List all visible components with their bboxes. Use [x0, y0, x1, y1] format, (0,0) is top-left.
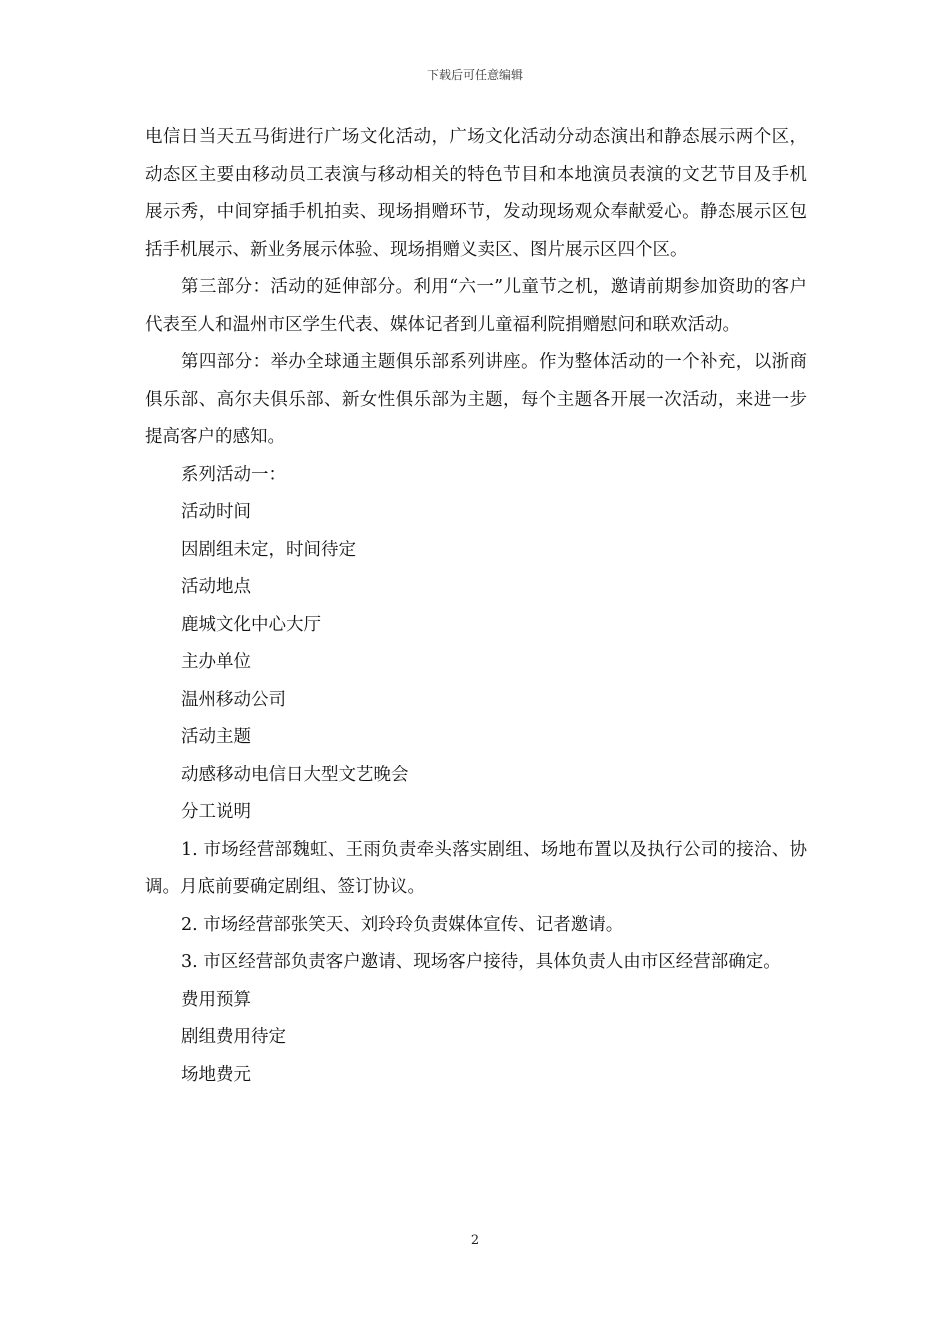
labor-item-3: 3. 市区经营部负责客户邀请、现场客户接待，具体负责人由市区经营部确定。 [181, 952, 781, 972]
paragraph-plaza-activity: 电信日当天五马街进行广场文化活动，广场文化活动分动态演出和静态展示两个区，动态区主要由移动员工表演与移动相关的特色节目和本地演员表演的文艺节目及手机展示秀，中间穿插手机拍卖、现场捐赠环节，发动现场观众奉献爱心。静态展示区包括手机展示、新业务展示体验、现场捐赠义卖区、图片展示区四个区。 [145, 127, 807, 260]
page-number: 2 [470, 1233, 480, 1248]
paragraph-part-four: 第四部分：举办全球通主题俱乐部系列讲座。作为整体活动的一个补充，以浙商俱乐部、高尔夫俱乐部、新女性俱乐部为主题，每个主题各开展一次活动，来进一步提高客户的感知。 [145, 352, 807, 447]
value-organizer: 温州移动公司 [181, 689, 286, 710]
budget-item-venue: 场地费元 [181, 1064, 251, 1085]
label-activity-time: 活动时间 [181, 502, 251, 522]
value-activity-location: 鹿城文化中心大厅 [181, 614, 321, 635]
label-organizer: 主办单位 [181, 652, 251, 672]
value-activity-theme: 动感移动电信日大型文艺晚会 [181, 764, 409, 785]
value-activity-time: 因剧组未定，时间待定 [181, 539, 356, 560]
budget-item-crew: 剧组费用待定 [181, 1027, 286, 1047]
labor-item-1: 1. 市场经营部魏虹、王雨负责牵头落实剧组、场地布置以及执行公司的接洽、协调。月底前要确定剧组、签订协议。 [145, 839, 807, 897]
label-activity-location: 活动地点 [181, 577, 251, 597]
label-activity-theme: 活动主题 [181, 727, 251, 747]
label-budget: 费用预算 [181, 989, 251, 1010]
paragraph-part-three: 第三部分：活动的延伸部分。利用“六一”儿童节之机，邀请前期参加资助的客户代表至人和温州市区学生代表、媒体记者到儿童福利院捐赠慰问和联欢活动。 [145, 277, 807, 335]
label-division-of-labor: 分工说明 [181, 802, 251, 822]
labor-item-2: 2. 市场经营部张笑天、刘玲玲负责媒体宣传、记者邀请。 [181, 914, 624, 935]
document-body [145, 119, 807, 1094]
page-header: 下载后可任意编辑 [426, 68, 523, 82]
series-activity-heading: 系列活动一： [181, 464, 286, 485]
